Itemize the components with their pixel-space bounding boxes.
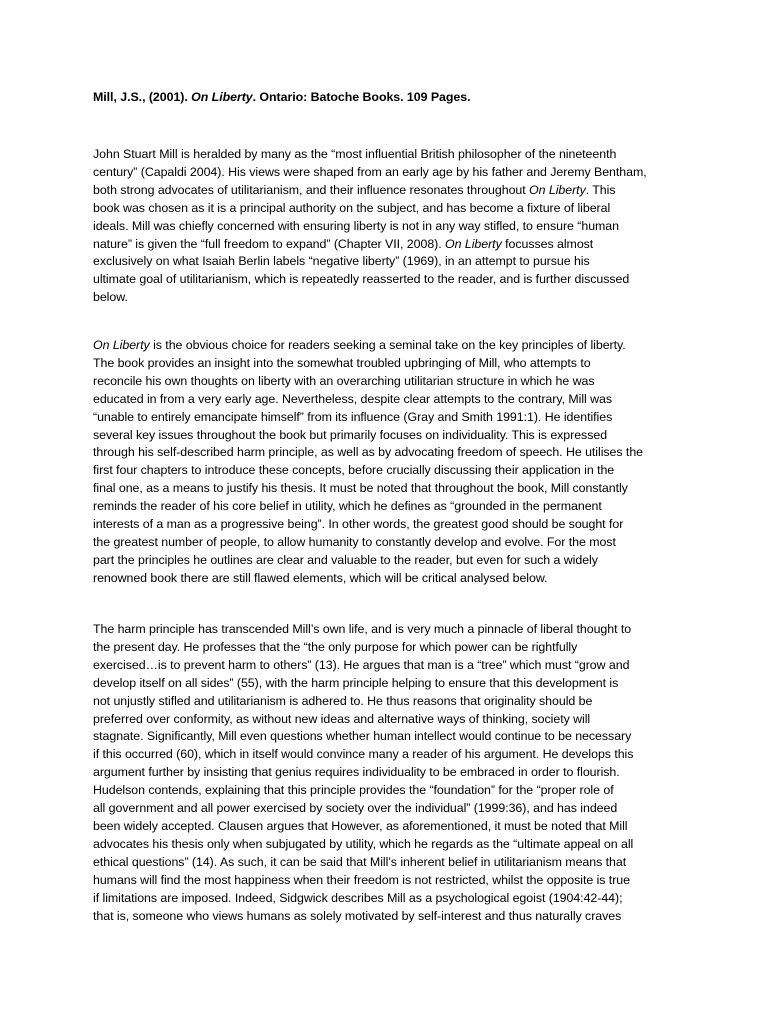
citation-publisher-pages: . Ontario: Batoche Books. 109 Pages. [252,90,471,104]
text-line [93,253,693,271]
text-run: is the obvious choice for readers seeking a seminal take on the key principles of liberty. [149,338,626,352]
text-line [93,462,693,480]
text-line [93,534,693,552]
paragraph-1 [93,146,693,307]
text-line [93,164,693,182]
text-run: The book provides an insight into the somewhat troubled upbringing of Mill, who attempts to [93,355,591,370]
text-run: all government and all power exercised by society over the individual” (1999:36), and has indeed [93,801,618,816]
text-run: John Stuart Mill is heralded by many as the “most influential British philosopher of the nineteenth [93,147,617,161]
text-line [93,872,693,890]
italic-title: On Liberty [529,182,586,197]
text-run: exercised…is to prevent harm to others” (13). He argues that man is a “tree” which must “grow and [93,657,630,672]
text-run: that is, someone who views humans as solely motivated by self-interest and thus naturally craves [93,908,622,923]
text-line [93,552,693,570]
text-line [93,146,693,164]
text-line [93,498,693,516]
text-run: humans will find the most happiness when their freedom is not restricted, whilst the opposite is true [93,872,630,887]
text-run: if limitations are imposed. Indeed, Sidgwick describes Mill as a psychological egoist (1904:42-44); [93,890,623,905]
citation-book-title: On Liberty [191,90,253,104]
text-run: reconcile his own thoughts on liberty with an overarching utilitarian structure in which he was [93,373,595,388]
text-line [93,621,693,639]
text-line [93,854,693,872]
text-run: “unable to entirely emancipate himself” from its influence (Gray and Smith 1991:1). He identifies [93,409,613,424]
text-line [93,337,693,355]
paragraph-3 [93,621,693,925]
text-run: several key issues throughout the book but primarily focuses on individuality. This is expressed [93,427,608,442]
text-line [93,480,693,498]
text-line [93,693,693,711]
text-line [93,657,693,675]
text-run: ideals. Mill was chiefly concerned with ensuring liberty is not in any way stifled, to ensure “human [93,218,619,233]
text-line [93,355,693,373]
text-run: part the principles he outlines are clear and valuable to the reader, but even for such a widely [93,552,598,567]
text-run: the greatest number of people, to allow humanity to constantly develop and evolve. For the most [93,534,616,549]
text-line [93,271,693,289]
text-line [93,391,693,409]
text-run: educated in from a very early age. Nevertheless, despite clear attempts to the contrary, Mill was [93,391,613,406]
text-line [93,836,693,854]
text-run: . This [585,182,616,197]
text-line [93,782,693,800]
text-run: argument further by insisting that genius requires individuality to be embraced in order to flourish. [93,765,620,780]
text-run: stagnate. Significantly, Mill even questions whether human intellect would continue to be necessary [93,729,632,744]
text-line [93,890,693,908]
text-line [93,728,693,746]
text-line [93,200,693,218]
text-line [93,444,693,462]
text-line [93,675,693,693]
paragraph-2 [93,337,693,588]
text-run: both strong advocates of utilitarianism, and their influence resonates throughout [93,182,530,197]
text-line [93,908,693,926]
text-run: develop itself on all sides” (55), with the harm principle helping to ensure that this development is [93,675,619,690]
text-line [93,800,693,818]
text-run: renowned book there are still flawed elements, which will be critical analysed below. [93,570,548,585]
text-run: below. [93,290,128,305]
text-line [93,409,693,427]
text-line [93,746,693,764]
text-line [93,373,693,391]
text-line [93,570,693,588]
text-run: ethical questions” (14). As such, it can be said that Mill’s inherent belief in utilitarianism means that [93,854,627,869]
text-line [93,182,693,200]
text-line [93,516,693,534]
text-run: century” (Capaldi 2004). His views were shaped from an early age by his father and Jeremy Bentham, [93,164,647,179]
text-run: if this occurred (60), which in itself would convince many a reader of his argument. He develops this [93,747,634,762]
italic-title: On Liberty [445,236,502,251]
text-run: advocates his thesis only when subjugated by utility, which he regards as the “ultimate appeal on all [93,836,634,851]
text-run: reminds the reader of his core belief in utility, which he defines as “grounded in the permanent [93,499,602,514]
citation-author-year: Mill, J.S., (2001). [93,90,192,104]
text-run: preferred over conformity, as without new ideas and alternative ways of thinking, society will [93,711,591,726]
text-run: been widely accepted. Clausen argues that However, as aforementioned, it must be noted that Mill [93,818,628,833]
text-run: nature” is given the “full freedom to expand” (Chapter VII, 2008). [93,236,446,251]
text-run: focusses almost [501,236,594,251]
text-run: The harm principle has transcended Mill’s own life, and is very much a pinnacle of liberal thought to [93,622,632,636]
text-line [93,639,693,657]
bibliographic-citation [93,89,693,107]
italic-title: On Liberty [93,338,150,352]
text-run: ultimate goal of utilitarianism, which is repeatedly reasserted to the reader, and is further discussed [93,272,630,287]
text-run: the present day. He professes that the “the only purpose for which power can be rightfully [93,639,578,654]
text-run: book was chosen as it is a principal authority on the subject, and has become a fixture of liberal [93,200,611,215]
text-run: Hudelson contends, explaining that this principle provides the “foundation” for the “proper role of [93,783,614,798]
text-line [93,711,693,729]
text-run: through his self-described harm principle, as well as by advocating freedom of speech. He utilises the [93,445,644,460]
text-line [93,218,693,236]
text-run: not unjustly stifled and utilitarianism is adhered to. He thus reasons that originality should be [93,693,593,708]
text-line [93,289,693,307]
text-run: final one, as a means to justify his thesis. It must be noted that throughout the book, Mill constantly [93,481,628,496]
text-line [93,427,693,445]
text-run: first four chapters to introduce these concepts, before crucially discussing their application in the [93,463,615,478]
text-line [93,764,693,782]
text-line [93,818,693,836]
text-run: exclusively on what Isaiah Berlin labels “negative liberty” (1969), in an attempt to pursue his [93,254,590,269]
text-line [93,236,693,254]
text-run: interests of a man as a progressive being”. In other words, the greatest good should be sought for [93,517,624,532]
